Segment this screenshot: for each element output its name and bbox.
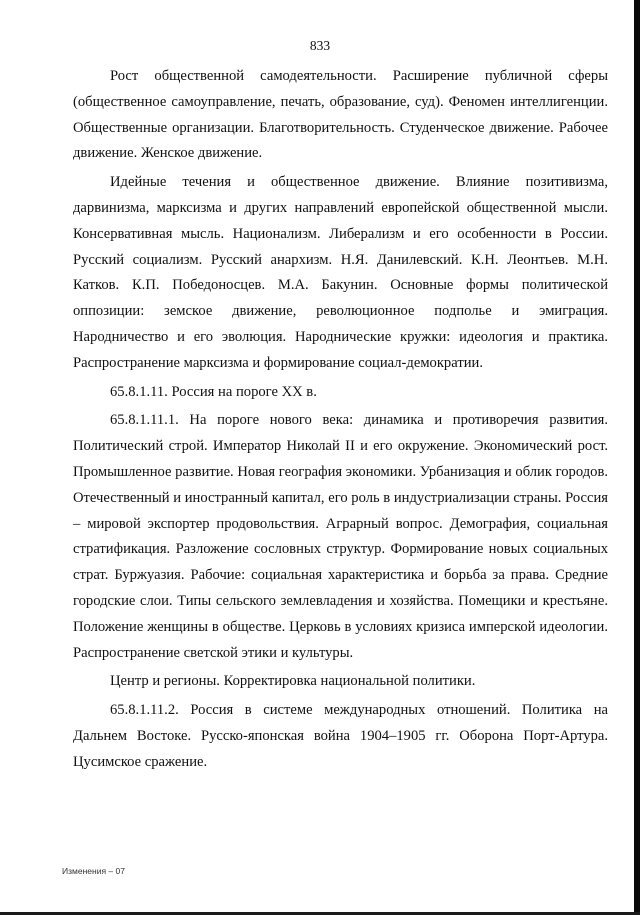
document-body: [73, 64, 608, 779]
footer-revision-note: Изменения – 07: [62, 866, 125, 876]
paragraph-international-relations: 65.8.1.11.2. Россия в системе международных отношений. Политика на Дальнем Востоке. Русско-японская война 1904–1905 гг. Оборона Порт-Артура. Цусимское сражение.: [73, 702, 608, 770]
section-heading-russia-xx-century: 65.8.1.11. Россия на пороге XX в.: [110, 383, 317, 400]
paragraph-public-activity: Рост общественной самодеятельности. Расширение публичной сферы (общественное самоуправление, печать, образование, суд). Феномен интеллигенции. Общественные организации. Благотворительность. Студенческое движение. Рабочее движение. Женское движение.: [73, 68, 608, 162]
paragraph-center-regions: Центр и регионы. Корректировка национальной политики.: [110, 673, 476, 690]
scan-edge-right: [634, 0, 640, 915]
page-number: 833: [309, 38, 331, 53]
paragraph-new-century: 65.8.1.11.1. На пороге нового века: динамика и противоречия развития. Политический строй. Император Николай II и его окружение. Экономический рост. Промышленное развитие. Новая география экономики. Урбанизация и облик городов. Отечественный и иностранный капитал, его роль в индустриализации страны. Россия – мировой экспортер продовольствия. Аграрный вопрос. Демография, социальная стратификация. Разложение сословных структур. Формирование новых социальных страт. Буржуазия. Рабочие: социальная характеристика и борьба за права. Средние городские слои. Типы сельского землевладения и хозяйства. Помещики и крестьяне. Положение женщины в обществе. Церковь в условиях кризиса имперской идеологии. Распространение светской этики и культуры.: [73, 412, 608, 661]
paragraph-ideological-currents: Идейные течения и общественное движение. Влияние позитивизма, дарвинизма, марксизма и других направлений европейской общественной мысли. Консервативная мысль. Национализм. Либерализм и его особенности в России. Русский социализм. Русский анархизм. Н.Я. Данилевский. К.Н. Леонтьев. М.Н. Катков. К.П. Победоносцев. М.А. Бакунин. Основные формы политической оппозиции: земское движение, революционное подполье и эмиграция. Народничество и его эволюция. Народнические кружки: идеология и практика. Распространение марксизма и формирование социал-демократии.: [73, 174, 608, 371]
